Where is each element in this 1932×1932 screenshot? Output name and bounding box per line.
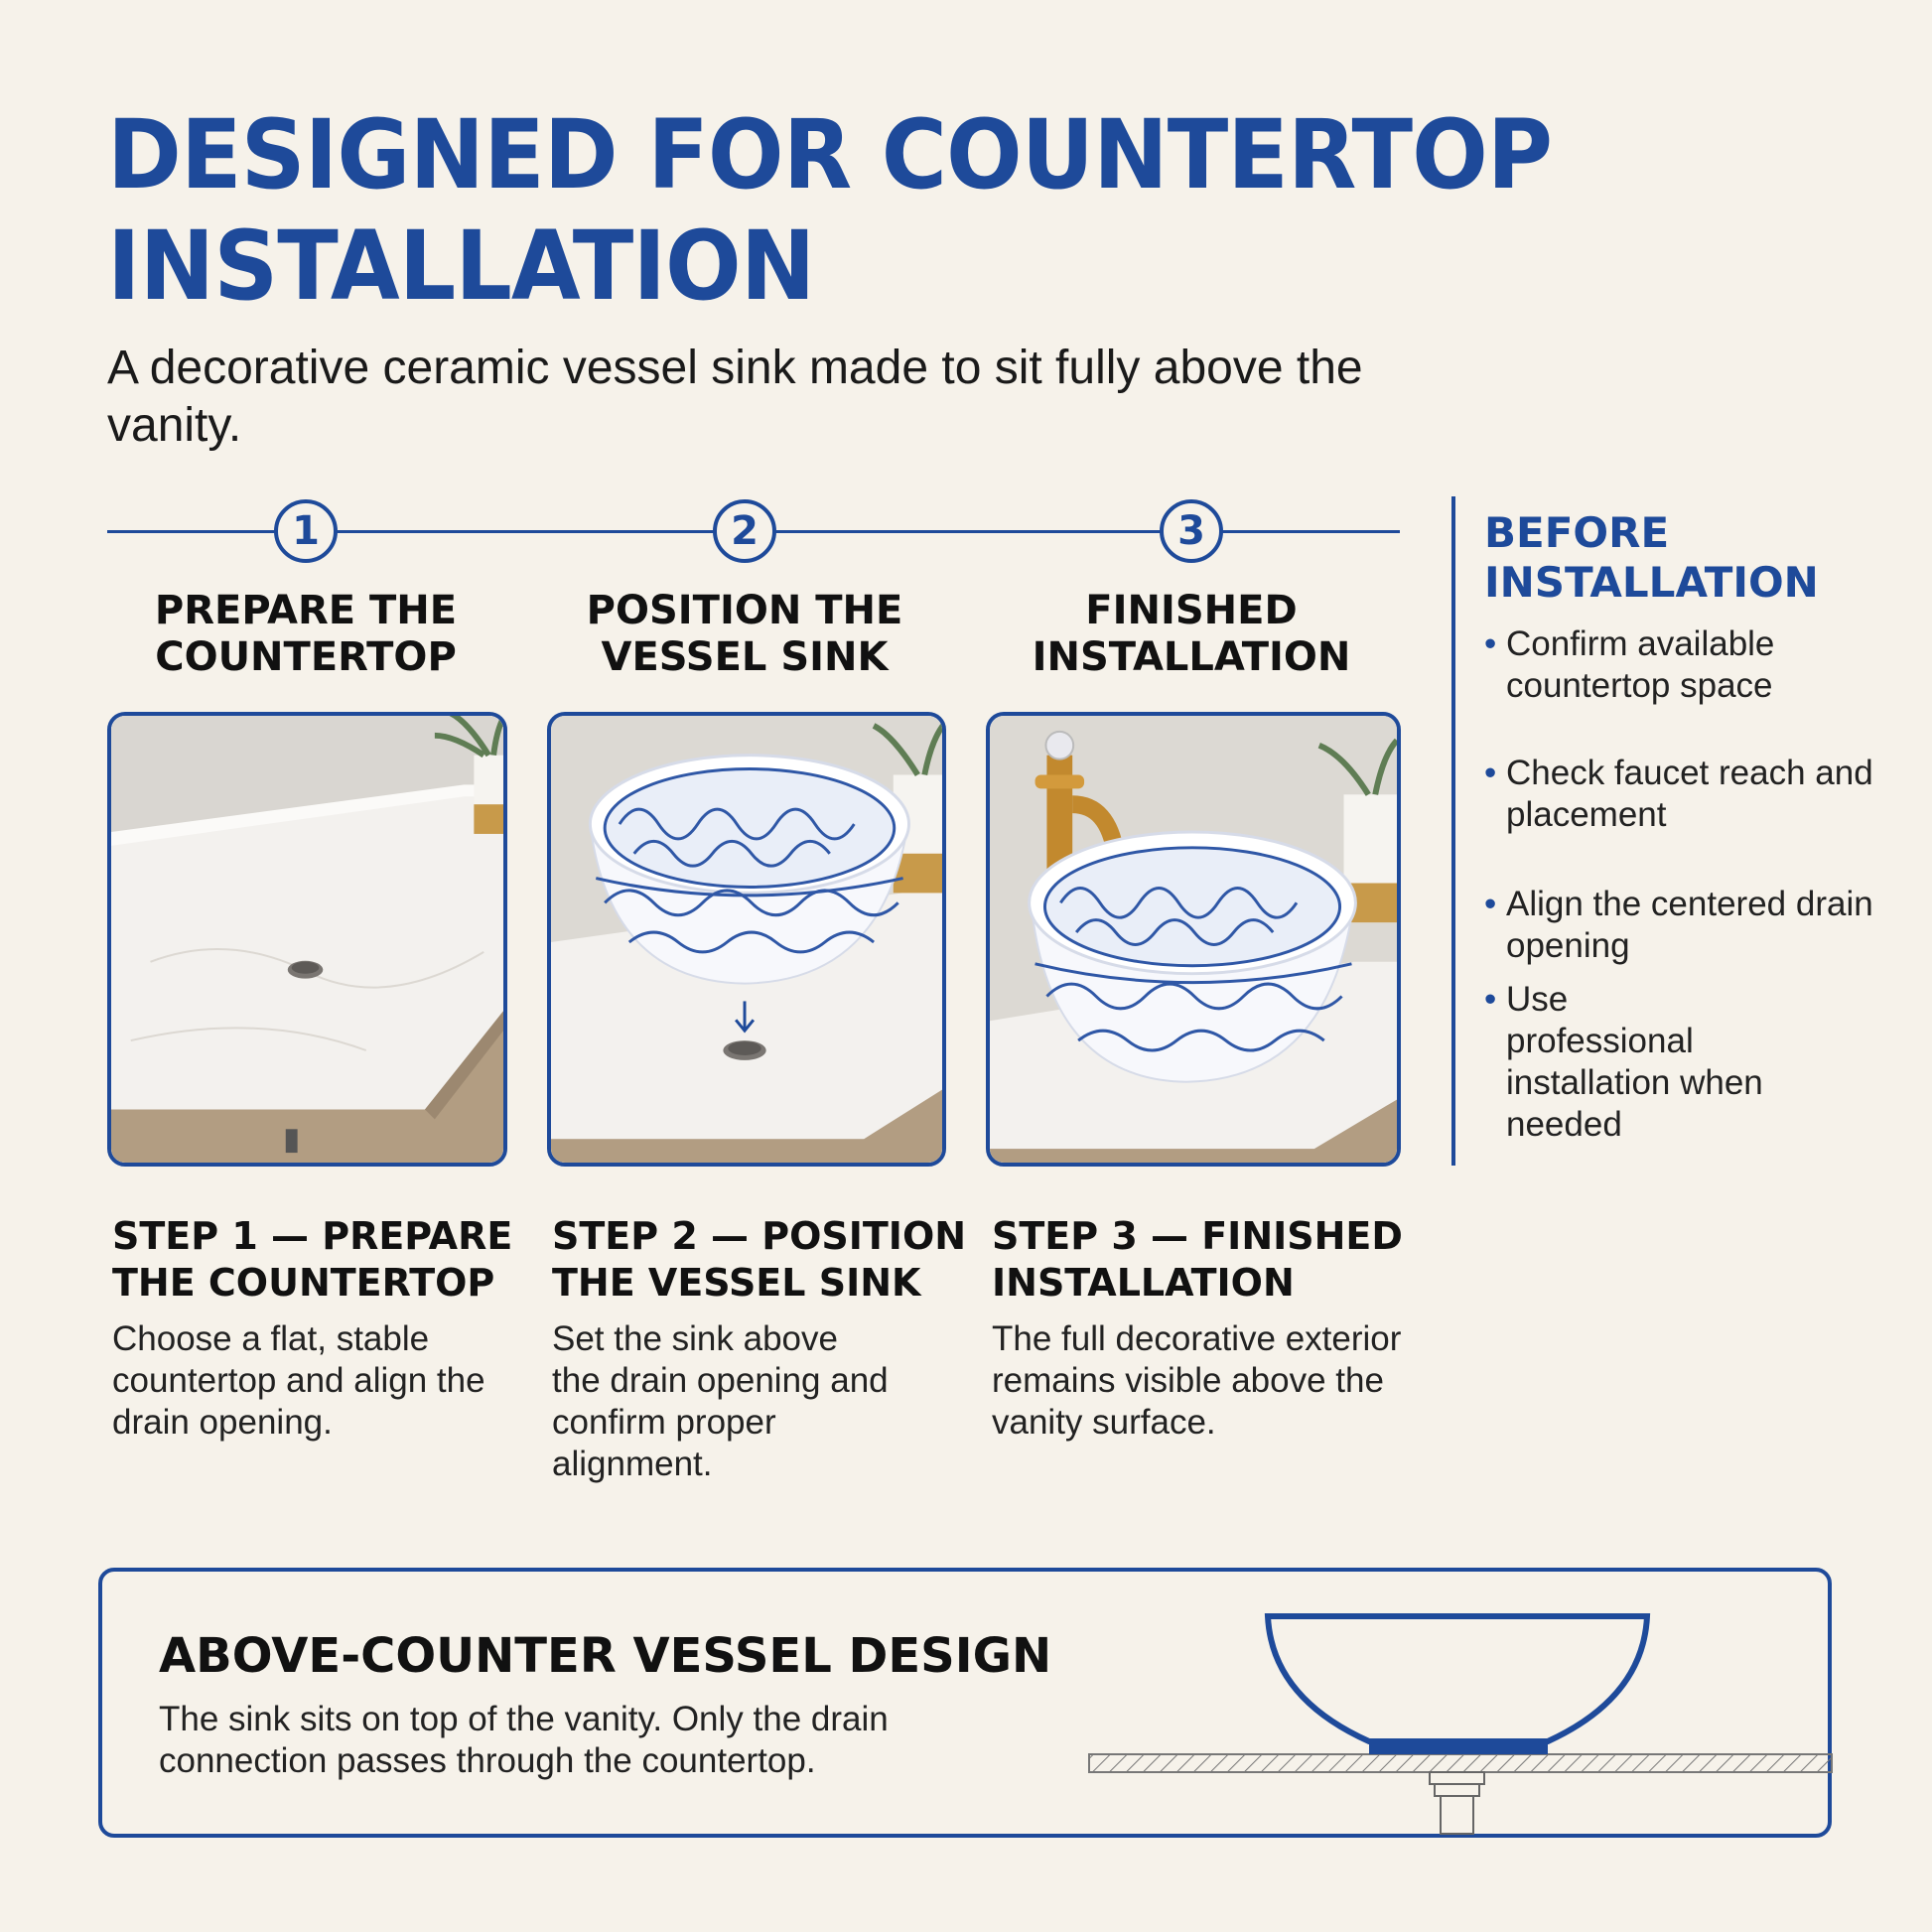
step-1-title-line-1: STEP 1 — PREPARE (112, 1214, 513, 1258)
page-subtitle: A decorative ceramic vessel sink made to sit fully above the vanity. (107, 342, 1363, 452)
step-1-title (112, 1213, 529, 1307)
step-3-heading (993, 588, 1390, 681)
step-3-title-line-2: INSTALLATION (992, 1261, 1295, 1305)
sidebar-item-text: Use professional installation when needed (1506, 980, 1763, 1144)
vessel-bowl-outline (1268, 1616, 1647, 1741)
countertop-section (1089, 1754, 1832, 1772)
step-1-number-circle: 1 (274, 499, 338, 563)
bottom-panel-text: The sink sits on top of the vanity. Only the drain connection passes through the countertop. (159, 1700, 889, 1780)
step-2-description: Set the sink above the drain opening and confirm proper alignment. (552, 1319, 889, 1483)
step-1-heading-line-2: COUNTERTOP (155, 634, 457, 680)
step-3-heading-line-1: FINISHED (1085, 588, 1298, 633)
step-1-title-line-2: THE COUNTERTOP (112, 1261, 495, 1305)
bullet-dot-icon: • (1484, 754, 1497, 792)
drain-nut (1435, 1784, 1479, 1796)
step-3-photo (986, 712, 1401, 1167)
vessel-sink-cross-section-diagram (1087, 1608, 1842, 1837)
sidebar-title-line-1: BEFORE (1484, 508, 1670, 557)
sidebar-item-text: Check faucet reach and placement (1506, 754, 1873, 834)
bullet-dot-icon: • (1484, 885, 1497, 923)
step-3-number-circle: 3 (1160, 499, 1223, 563)
step-2-heading-line-2: VESSEL SINK (601, 634, 889, 680)
step-2-title-line-1: STEP 2 — POSITION (552, 1214, 967, 1258)
step-2-heading (546, 588, 943, 681)
page-title (107, 99, 1600, 322)
title-line-1: DESIGNED FOR COUNTERTOP (107, 99, 1553, 210)
step-3-heading-line-2: INSTALLATION (1032, 634, 1351, 680)
step-2-title-line-2: THE VESSEL SINK (552, 1261, 921, 1305)
sink-positioning-illustration (551, 716, 942, 1163)
step-2-number-circle: 2 (713, 499, 776, 563)
bullet-dot-icon: • (1484, 980, 1497, 1019)
step-2-heading-line-1: POSITION THE (586, 588, 903, 633)
bowl-base (1369, 1741, 1548, 1754)
step-3-title (992, 1213, 1429, 1307)
step-1-description: Choose a flat, stable countertop and align the drain opening. (112, 1319, 485, 1442)
sidebar-item-text: Align the centered drain opening (1506, 885, 1873, 965)
finished-installation-illustration (990, 716, 1397, 1163)
drain-pipe (1441, 1796, 1473, 1834)
bottom-panel-title: ABOVE-COUNTER VESSEL DESIGN (159, 1628, 1052, 1684)
step-1-heading (107, 588, 504, 681)
countertop-illustration (111, 716, 503, 1163)
step-1-heading-line-1: PREPARE THE (154, 588, 458, 633)
step-3-description: The full decorative exterior remains visible above the vanity surface. (992, 1319, 1402, 1442)
step-3-title-line-1: STEP 3 — FINISHED (992, 1214, 1403, 1258)
drain-flange (1430, 1772, 1484, 1784)
sidebar-item-text: Confirm available countertop space (1506, 624, 1775, 705)
sidebar-title (1484, 508, 1901, 608)
step-1-photo (107, 712, 507, 1167)
sidebar-title-line-2: INSTALLATION (1484, 558, 1819, 607)
sidebar-divider (1451, 496, 1455, 1166)
bullet-dot-icon: • (1484, 624, 1497, 663)
step-2-title (552, 1213, 969, 1307)
title-line-2: INSTALLATION (107, 210, 815, 322)
step-2-photo (547, 712, 946, 1167)
